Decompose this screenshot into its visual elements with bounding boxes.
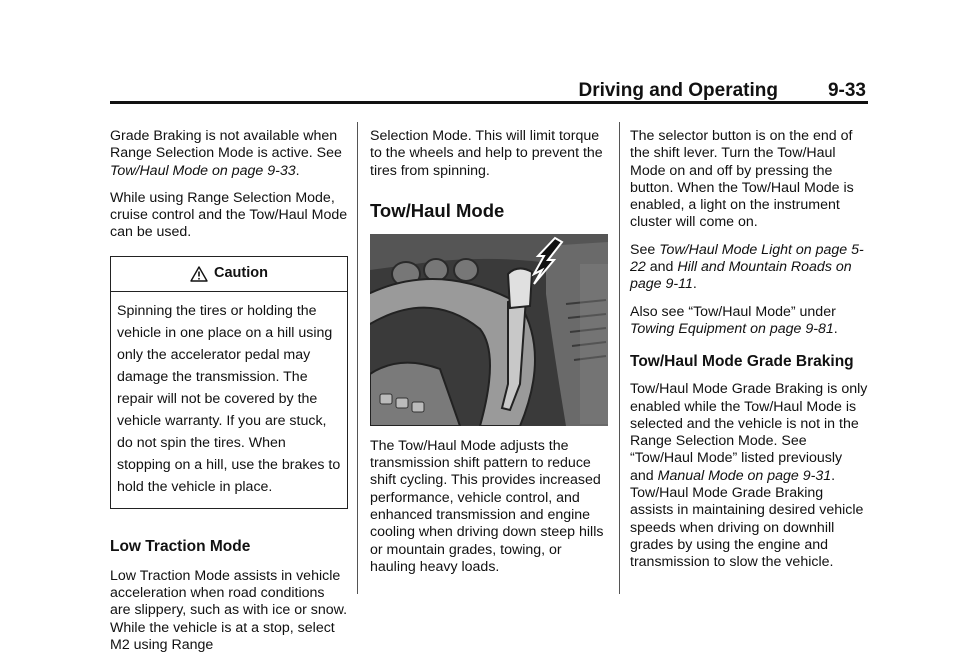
shift-lever-illustration <box>370 234 608 426</box>
text: . Tow/Haul Mode Grade Braking assists in maintaining desired vehicle speeds when driving on downhill grades by using the engine and transmission to slow the vehicle. <box>630 467 864 571</box>
page-header <box>110 76 868 104</box>
text: . <box>833 320 838 337</box>
cross-reference[interactable]: Hill and Mountain Roads on page 9-11 <box>630 259 852 293</box>
text: See <box>630 241 660 258</box>
column-1 <box>110 128 348 664</box>
column-3 <box>630 128 868 582</box>
subheading-grade-braking: Tow/Haul Mode Grade Braking <box>630 353 854 371</box>
section-title: Driving and Operating <box>578 80 778 101</box>
paragraph: Low Traction Mode assists in vehicle acceleration when road conditions are slippery, such as with ice or snow. While the vehicle is at a stop, select M2 using Range <box>110 567 348 653</box>
header-rule <box>110 101 868 104</box>
paragraph: The selector button is on the end of the shift lever. Turn the Tow/Haul Mode on and off by pressing the button. When the Tow/Haul Mode is enabled, a light on the instrument cluster will come on. <box>630 128 854 231</box>
column-2 <box>370 128 608 586</box>
text: Tow/Haul Mode Grade Braking is only enabled while the Tow/Haul Mode is selected and the vehicle is not in the Range Selection Mode. See “Tow/Haul Mode” listed previously and <box>630 381 868 484</box>
warning-triangle-icon <box>190 266 208 282</box>
heading-tow-haul-mode: Tow/Haul Mode <box>370 199 505 221</box>
cross-reference[interactable]: Manual Mode on page 9-31 <box>657 467 832 484</box>
paragraph: The Tow/Haul Mode adjusts the transmission shift pattern to reduce shift cycling. This provides increased performance, vehicle control, and enhanced transmission and engine cooling when driving down steep hills or mountain grades, towing, or hauling heavy loads. <box>370 437 604 575</box>
text: . <box>295 162 300 179</box>
caution-title: Caution <box>214 265 268 282</box>
caution-box <box>110 256 348 509</box>
paragraph <box>630 242 868 294</box>
cross-reference[interactable]: Towing Equipment on page 9-81 <box>630 320 834 337</box>
cross-reference[interactable]: Tow/Haul Mode Light on page 5-22 <box>630 241 864 276</box>
caution-body: Spinning the tires or holding the vehicle in one place on a hill using only the accelerator pedal may damage the transmission. The repair will not be covered by the vehicle warranty. If you are stuck, do not spin the tires. When stopping on a hill, use the brakes to hold the vehicle in place. <box>117 302 341 495</box>
caution-header <box>111 257 347 292</box>
cross-reference[interactable]: Tow/Haul Mode on page 9-33 <box>110 162 296 179</box>
subheading-low-traction: Low Traction Mode <box>110 537 251 555</box>
page-number: 9-33 <box>827 80 866 101</box>
paragraph: While using Range Selection Mode, cruise control and the Tow/Haul Mode can be used. <box>110 189 348 241</box>
text: Grade Braking is not available when Range Selection Mode is active. See <box>110 128 342 162</box>
paragraph <box>110 128 348 180</box>
column-divider <box>619 122 620 594</box>
text: and <box>645 259 678 276</box>
paragraph: Selection Mode. This will limit torque to the wheels and help to prevent the tires from spinning. <box>370 128 603 179</box>
text: Also see “Tow/Haul Mode” under <box>630 303 836 320</box>
text: . <box>692 276 697 293</box>
paragraph <box>630 381 868 571</box>
column-divider <box>357 122 358 594</box>
paragraph <box>630 304 868 339</box>
